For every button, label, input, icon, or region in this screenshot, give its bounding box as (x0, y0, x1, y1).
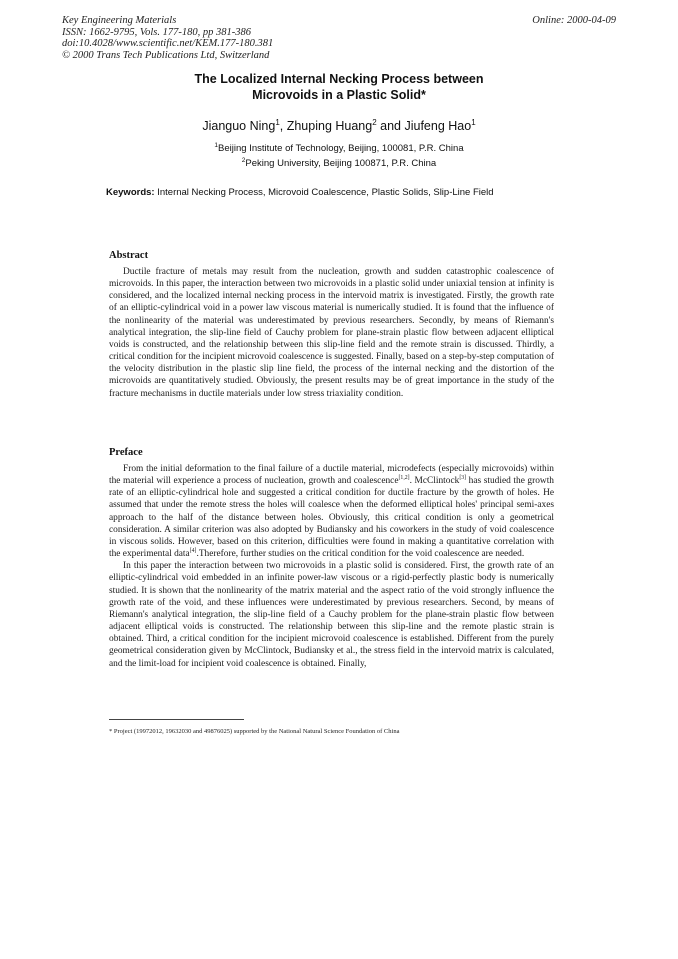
citation-ref: [3] (459, 475, 467, 482)
keywords-text: Internal Necking Process, Microvoid Coalescence, Plastic Solids, Slip-Line Field (154, 187, 494, 198)
keywords (106, 187, 626, 198)
online-date: Online: 2000-04-09 (532, 15, 616, 26)
author-name: Jianguo Ning (202, 119, 276, 134)
preface-text: .Therefore, further studies on the critical condition for the void coalescence are needed. (196, 549, 525, 560)
affiliation-2 (0, 157, 678, 169)
author-name: Jiufeng Hao (404, 119, 472, 134)
author-name: Zhuping Huang (286, 119, 373, 134)
affiliation-1 (0, 142, 678, 154)
preface-paragraph-2: In this paper the interaction between two microvoids in a plastic solid is considered. First, the growth rate of an elliptic-cylindrical void embedded in an infinite power-law viscous or a rigid-perfectly plastic body is numerically studied. It is shown that the nonlinearity of the matrix material and the aspect ratio of the void strongly influence the growth rate of the void, and these influences were underestimated by previous researchers. Second, by means of Riemann's analytical integration, the slip-line field of a Cauchy problem for the plane-strain plastic flow between adjacent elliptical voids is constructed. The relationship between this slip-line and the remote plastic strain is obtained. Third, a critical condition for the incipient microvoid coalescence is established. Different from the purely geometrical consideration given by McClintock, Budiansky et al., the stress field in the intervoid matrix is calculated, and the limit-load for incipient void coalescence is obtained. Finally, (109, 561, 554, 669)
title-line-1: The Localized Internal Necking Process between (194, 72, 484, 86)
preface-body (109, 463, 554, 670)
preface-paragraph-1 (109, 463, 554, 560)
copyright-line: © 2000 Trans Tech Publications Ltd, Switzerland (62, 49, 270, 61)
issn-line: ISSN: 1662-9795, Vols. 177-180, pp 381-386 (62, 26, 251, 38)
journal-name: Key Engineering Materials (62, 15, 177, 26)
abstract-paragraph: Ductile fracture of metals may result from the nucleation, growth and sudden catastrophic coalescence of microvoids. In this paper, the interaction between two microvoids in a plastic solid under uniaxial tension at infinity is considered, and the localized internal necking process in the intervoid matrix is investigated. Firstly, the growth rate of an elliptic-cylindrical void in a power law viscous material is numerically studied. It is found that the influence of the nonlinearity of the material was underestimated by previous researchers. Secondly, by means of Riemann's analytical integration, the slip-line field of Cauchy problem for plane-strain plastic flow between adjacent elliptical voids is constructed, and the relationship between this slip-line field and the remote strain is discussed. Thirdly, a critical condition for the incipient microvoid coalescence is suggested. Finally, based on a step-by-step computation of the velocity distribution in the plastic slip line field, the process of the internal necking and the distortion of the microvoids are quantitatively studied. Obviously, the present results may be of great importance in the study of the fracture mechanisms in ductile materials under low stress triaxiality condition. (109, 267, 554, 399)
preface-text: . McClintock (409, 476, 460, 487)
author-affil-mark: 2 (372, 118, 377, 127)
paper-title (139, 71, 539, 103)
preface-text: From the initial deformation to the final failure of a ductile material, microdefects (especially microvoids) within the material will experience a process of nucleation, growth and coalescence (109, 464, 554, 487)
footnote-divider (109, 719, 244, 720)
preface-heading: Preface (109, 447, 143, 458)
citation-ref: [1,2] (398, 475, 410, 482)
doi-line: doi:10.4028/www.scientific.net/KEM.177-180.381 (62, 38, 274, 49)
affiliation-mark: 1 (214, 142, 219, 149)
funding-footnote: * Project (19972012, 19632030 and 49876025) supported by the National Natural Science Foundation of China (109, 728, 400, 735)
author-separator: , (279, 119, 287, 134)
abstract-body (109, 266, 554, 400)
citation-ref: [4] (189, 547, 197, 554)
author-affil-mark: 1 (471, 118, 476, 127)
keywords-label: Keywords: (106, 187, 155, 198)
title-line-2: Microvoids in a Plastic Solid* (252, 88, 426, 102)
affiliation-mark: 2 (241, 157, 246, 164)
affiliation-text: Beijing Institute of Technology, Beijing, 100081, P.R. China (218, 143, 464, 155)
author-affil-mark: 1 (275, 118, 280, 127)
author-conjunction: and (376, 119, 405, 134)
preface-text: has studied the growth rate of an elliptic-cylindrical hole and suggested a critical condition for ductile fracture by the growth of holes. He assumed that under the remote stress the holes will coalesce when the deformed elliptical holes' principal semi-axes approach to the half of the distance between holes. Obviously, this critical condition is only a geometrical consideration. A similar criterion was also adopted by Budiansky and his coworkers in the study of void coalescence in viscous solids. However, based on this criterion, difficulties were found in making a quantitative correlation with the experimental data (109, 476, 554, 560)
author-list (0, 118, 678, 133)
affiliation-text: Peking University, Beijing 100871, P.R. China (245, 158, 437, 170)
abstract-heading: Abstract (109, 250, 149, 261)
